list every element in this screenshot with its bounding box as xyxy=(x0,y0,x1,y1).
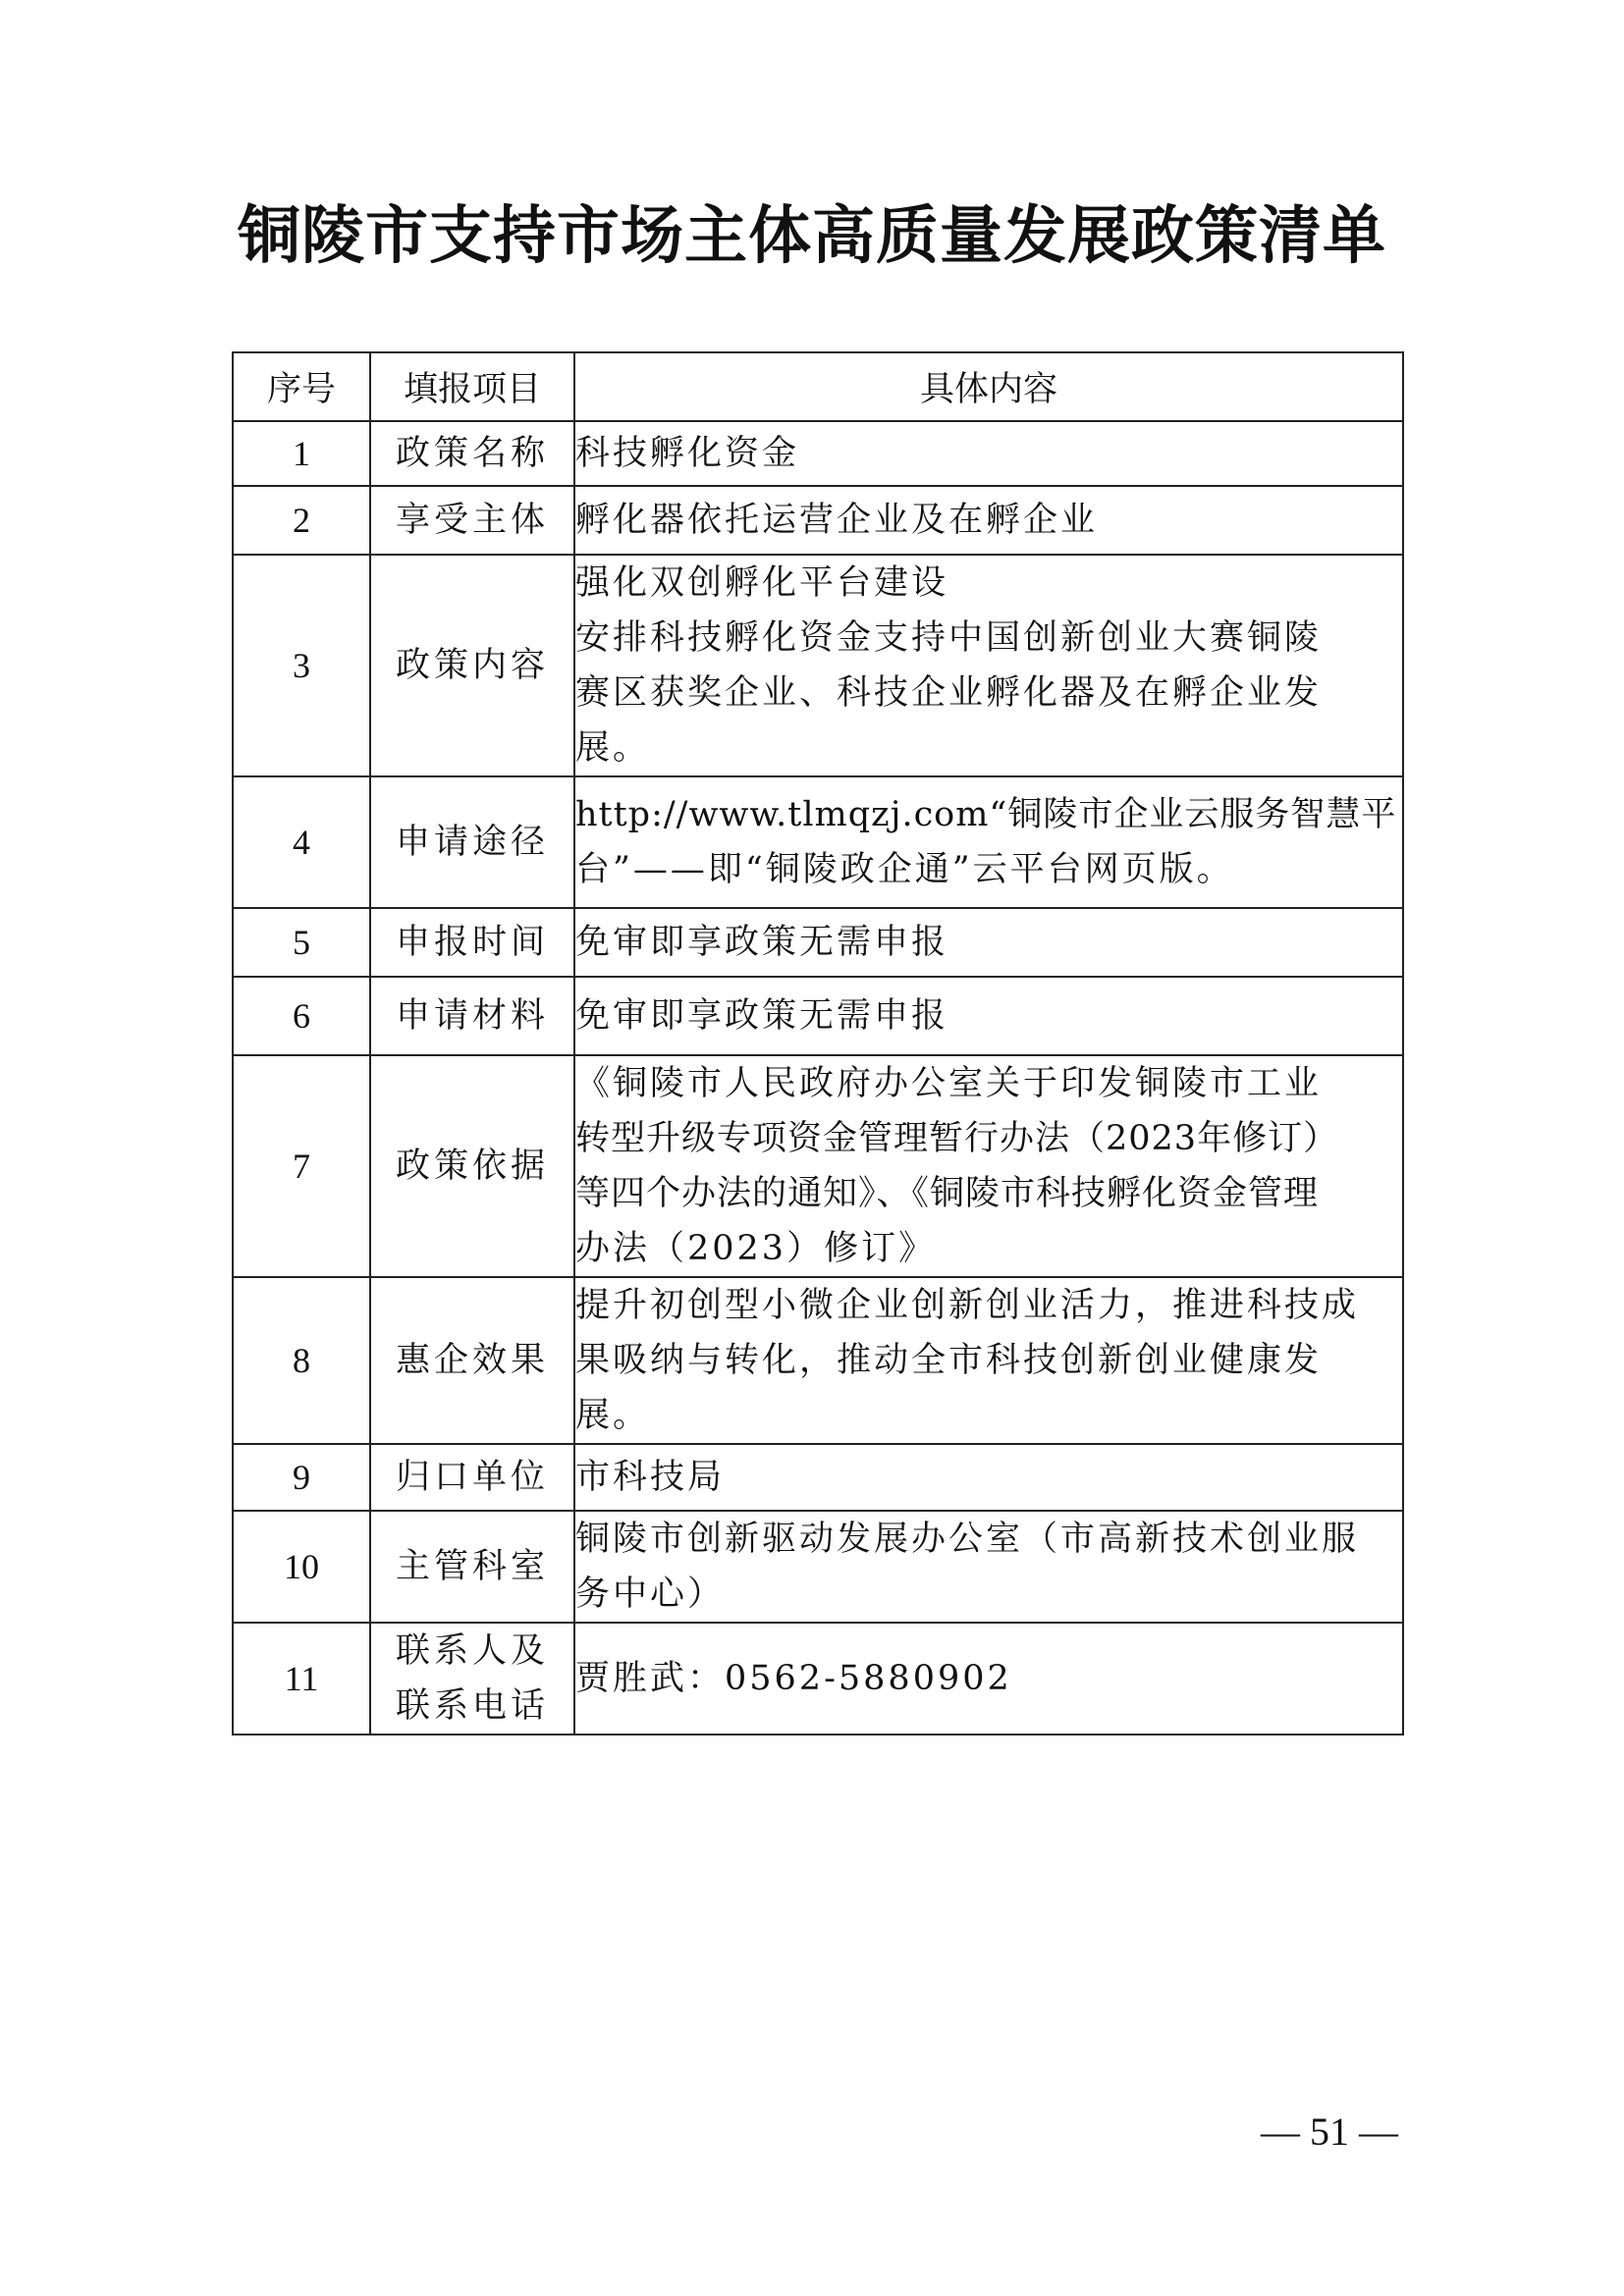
table-row xyxy=(233,908,1403,977)
header-content: 具体内容 xyxy=(574,352,1403,421)
content-line: 提升初创型小微企业创新创业活力，推进科技成 xyxy=(575,1286,1360,1325)
content-line: 孵化器依托运营企业及在孵企业 xyxy=(575,501,1099,540)
content-line: 等四个办法的通知》、《铜陵市科技孵化资金管理 xyxy=(575,1174,1320,1213)
row-content xyxy=(574,1623,1403,1735)
row-item: 政策依据 xyxy=(370,1055,574,1277)
content-line: 展。 xyxy=(575,728,651,768)
table-row xyxy=(233,1055,1403,1277)
row-item: 申请材料 xyxy=(370,977,574,1055)
table-row xyxy=(233,776,1403,908)
content-line: 安排科技孵化资金支持中国创新创业大赛铜陵 xyxy=(575,618,1323,658)
content-line: 免审即享政策无需申报 xyxy=(575,996,949,1036)
row-index: 8 xyxy=(233,1277,370,1444)
row-index: 11 xyxy=(233,1623,370,1735)
row-index: 1 xyxy=(233,421,370,486)
content-line: 转型升级专项资金管理暂行办法（2023年修订） xyxy=(575,1119,1339,1158)
table-row xyxy=(233,977,1403,1055)
row-index: 4 xyxy=(233,776,370,908)
row-content xyxy=(574,908,1403,977)
row-content xyxy=(574,555,1403,776)
row-content xyxy=(574,421,1403,486)
policy-table xyxy=(232,351,1404,1735)
row-index: 10 xyxy=(233,1511,370,1623)
row-index: 5 xyxy=(233,908,370,977)
page-title: 铜陵市支持市场主体高质量发展政策清单 xyxy=(238,199,1386,273)
row-content xyxy=(574,1444,1403,1511)
row-item: 政策名称 xyxy=(370,421,574,486)
row-item: 归口单位 xyxy=(370,1444,574,1511)
content-line: 免审即享政策无需申报 xyxy=(575,923,949,962)
table-row xyxy=(233,555,1403,776)
table-row xyxy=(233,421,1403,486)
table-row xyxy=(233,1277,1403,1444)
item-line: 联系人及 xyxy=(395,1631,549,1671)
table-header-row xyxy=(233,352,1403,421)
row-item: 申请途径 xyxy=(370,776,574,908)
row-index: 2 xyxy=(233,486,370,555)
content-line: 《铜陵市人民政府办公室关于印发铜陵市工业 xyxy=(575,1064,1323,1103)
table-row xyxy=(233,1511,1403,1623)
content-line: 展。 xyxy=(575,1396,651,1435)
content-line: 科技孵化资金 xyxy=(575,434,800,473)
content-line: 务中心） xyxy=(575,1575,726,1614)
content-line: 贾胜武：0562-5880902 xyxy=(575,1659,1012,1698)
content-line: 台”——即“铜陵政企通”云平台网页版。 xyxy=(575,850,1234,889)
content-line: 办法（2023）修订》 xyxy=(575,1229,937,1268)
table-row xyxy=(233,486,1403,555)
row-content xyxy=(574,1277,1403,1444)
content-line: http://www.tlmqzj.com“铜陵市企业云服务智慧平 xyxy=(575,795,1397,834)
row-content xyxy=(574,776,1403,908)
row-index: 7 xyxy=(233,1055,370,1277)
row-content xyxy=(574,977,1403,1055)
row-item: 申报时间 xyxy=(370,908,574,977)
row-content xyxy=(574,1511,1403,1623)
table-row xyxy=(233,1444,1403,1511)
content-line: 市科技局 xyxy=(575,1458,726,1497)
row-content xyxy=(574,486,1403,555)
row-item xyxy=(370,1623,574,1735)
row-item: 政策内容 xyxy=(370,555,574,776)
content-line: 强化双创孵化平台建设 xyxy=(575,563,949,603)
header-item: 填报项目 xyxy=(370,352,574,421)
item-line: 联系电话 xyxy=(395,1686,549,1726)
content-line: 果吸纳与转化，推动全市科技创新创业健康发 xyxy=(575,1341,1323,1380)
table-row xyxy=(233,1623,1403,1735)
row-item: 主管科室 xyxy=(370,1511,574,1623)
row-index: 9 xyxy=(233,1444,370,1511)
row-index: 3 xyxy=(233,555,370,776)
row-content xyxy=(574,1055,1403,1277)
page-number: — 51 — xyxy=(1261,2109,1398,2154)
content-line: 铜陵市创新驱动发展办公室（市高新技术创业服 xyxy=(575,1520,1360,1559)
content-line: 赛区获奖企业、科技企业孵化器及在孵企业发 xyxy=(575,673,1323,713)
row-item: 惠企效果 xyxy=(370,1277,574,1444)
header-index: 序号 xyxy=(233,352,370,421)
row-item: 享受主体 xyxy=(370,486,574,555)
row-index: 6 xyxy=(233,977,370,1055)
